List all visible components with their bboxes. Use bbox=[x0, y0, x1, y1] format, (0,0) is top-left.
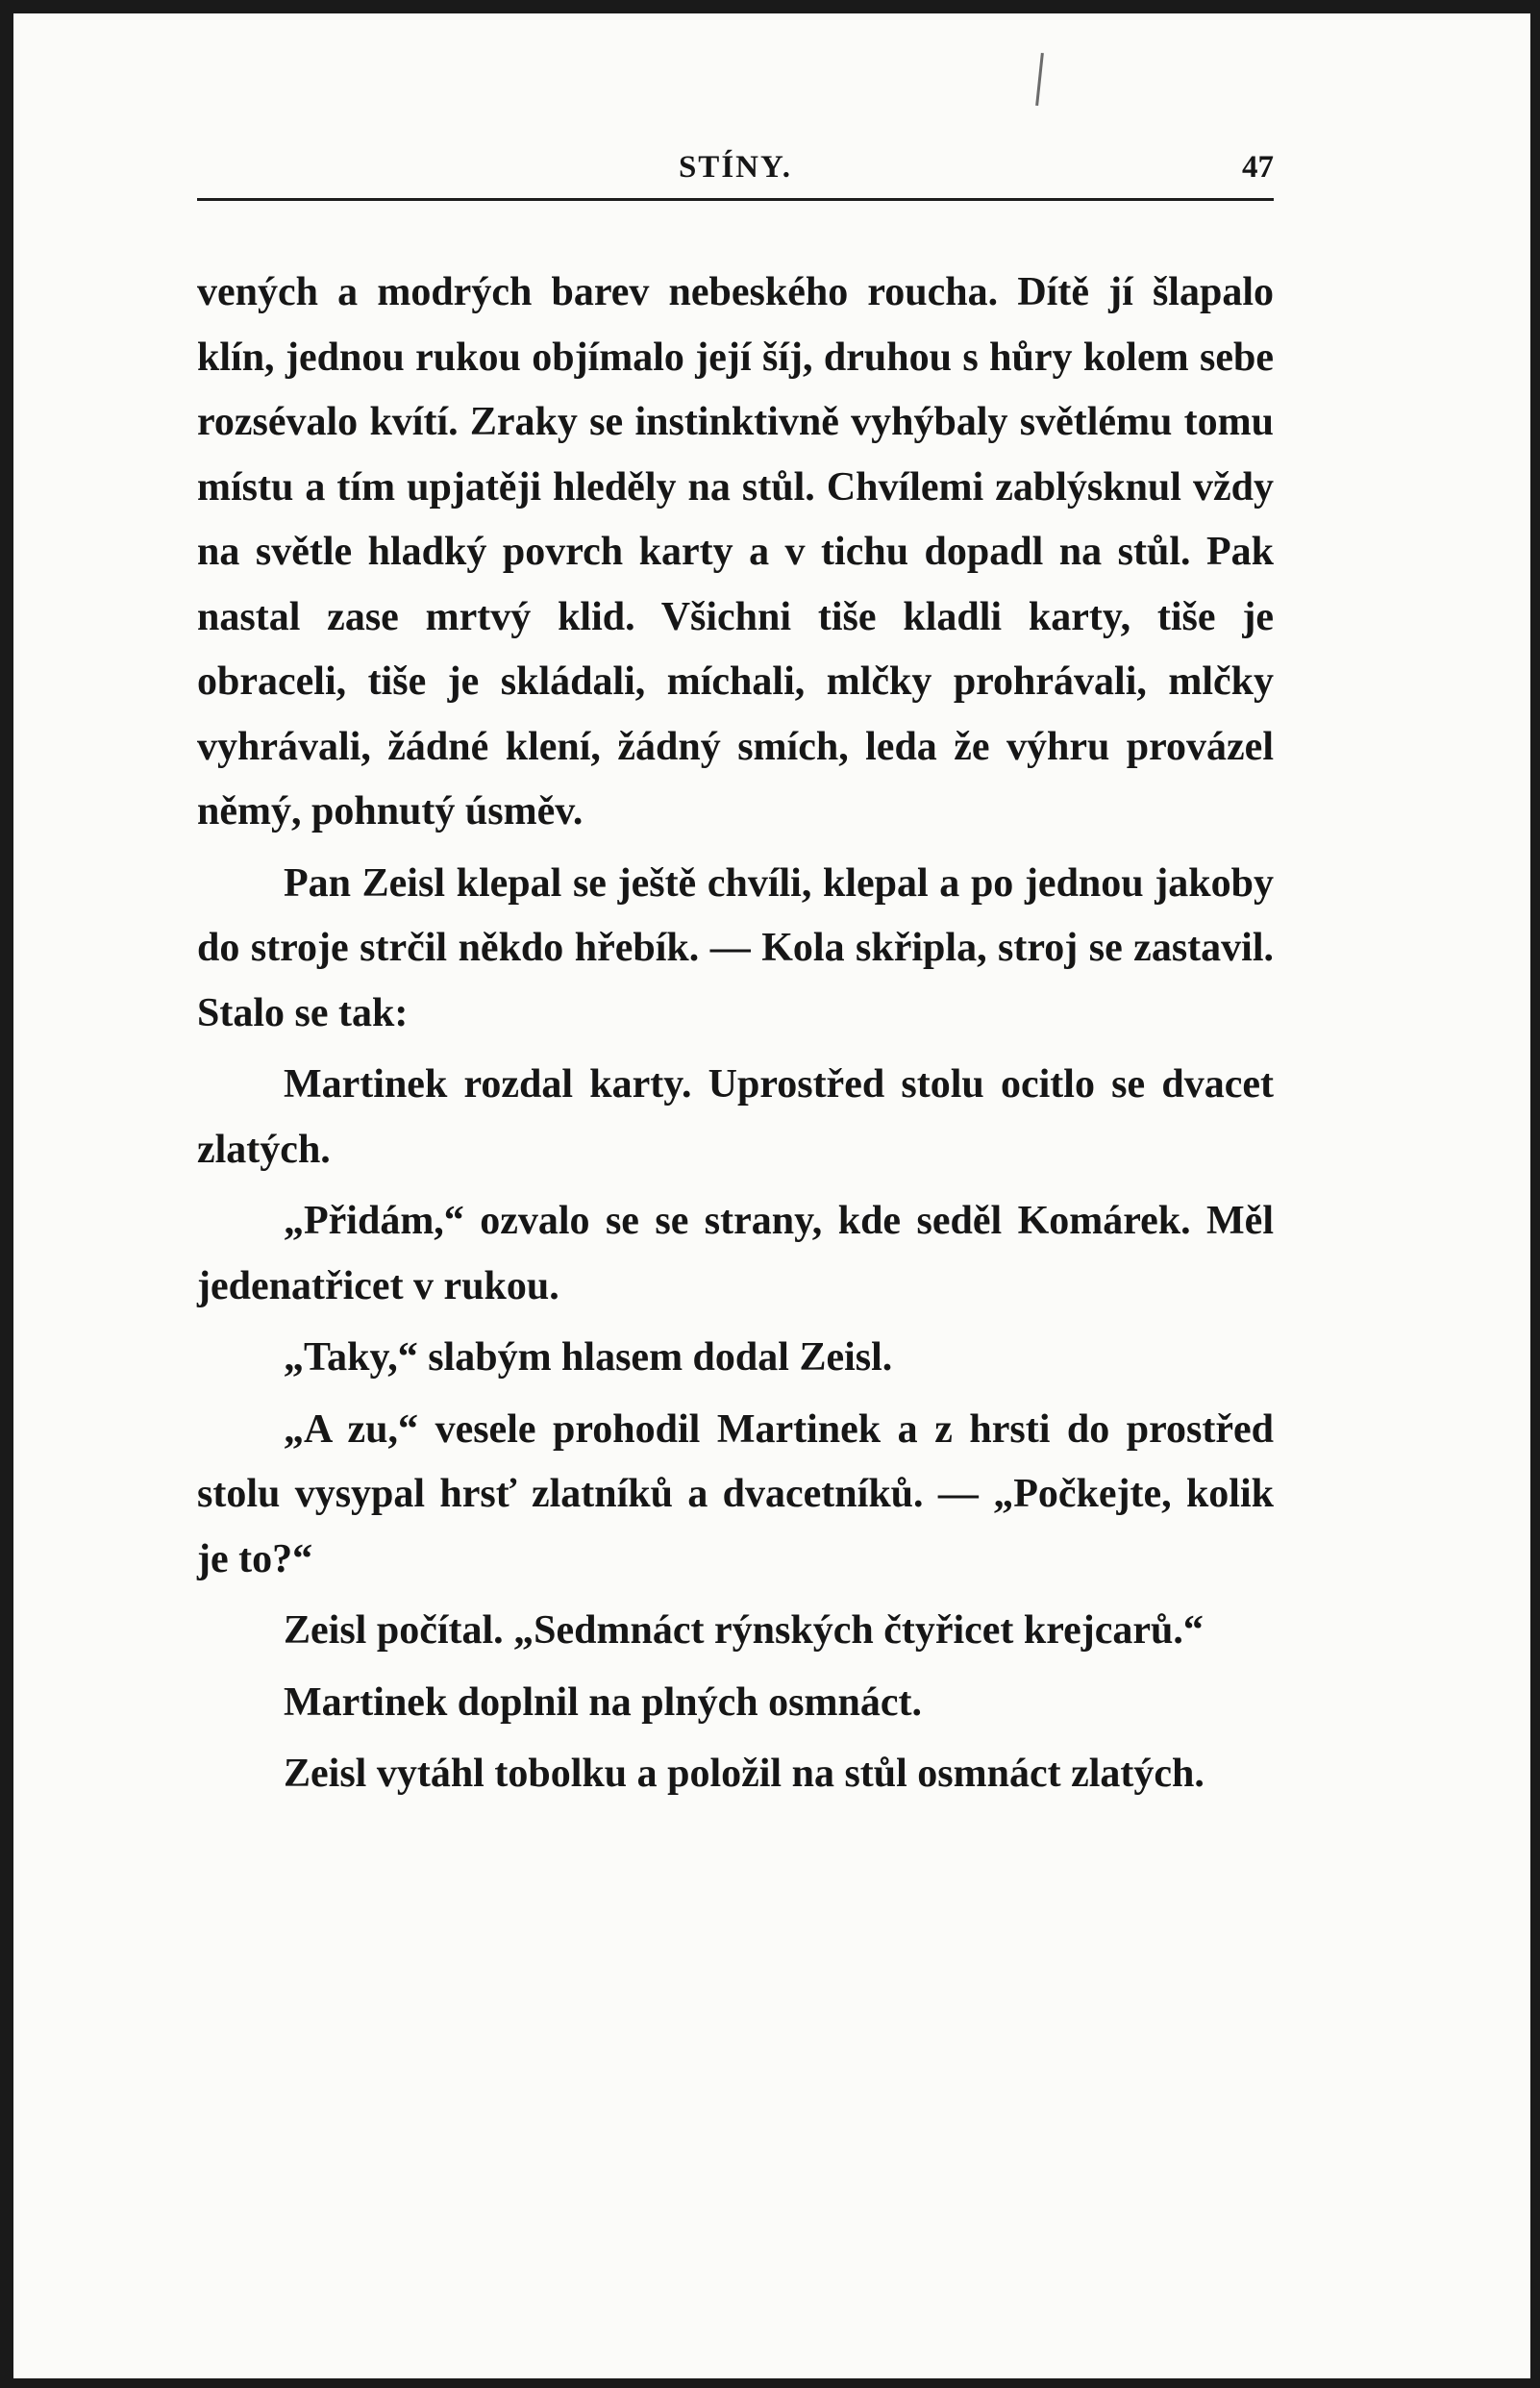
paragraph: Zeisl vytáhl tobolku a položil na stůl osmnáct zlatých. bbox=[284, 1752, 1205, 1796]
paragraph: Martinek doplnil na plných osmnáct. bbox=[284, 1679, 922, 1725]
paragraph: Pan Zeisl klepal se ještě chvíli, klepal a po jednou jakoby do stroje strčil někdo hřebík. — Kola skřipla, stroj se zastavil. Stalo se tak: bbox=[197, 860, 1274, 1035]
book-page bbox=[197, 144, 1274, 2346]
paragraph: Zeisl počítal. „Sedmnáct rýnských čtyřicet krejcarů.“ bbox=[284, 1608, 1204, 1653]
paragraph: „Přidám,“ ozvalo se se strany, kde seděl Komárek. Měl jedenatřicet v rukou. bbox=[197, 1199, 1274, 1308]
body-text bbox=[197, 261, 1274, 1807]
running-header bbox=[197, 144, 1274, 201]
paragraph: Martinek rozdal karty. Uprostřed stolu ocitlo se dvacet zlatých. bbox=[197, 1062, 1274, 1172]
paragraph: vených a modrých barev nebeského roucha. Dítě jí šlapalo klín, jednou rukou objímalo její šíj, druhou s hůry kolem sebe rozsévalo kvítí. Zraky se instinktivně vyhýbaly světlému tomu místu a tím upjatěji hleděly na stůl. Chvílemi zablýsknul vždy na světle hladký povrch karty a v tichu dopadl na stůl. Pak nastal zase mrtvý klid. Všichni tiše kladli karty, tiše je obraceli, tiše je skládali, míchali, mlčky prohrávali, mlčky vyhrávali, žádné klení, žádný smích, leda že výhru provázel němý, pohnutý úsměv. bbox=[197, 270, 1274, 833]
page-number: 47 bbox=[1242, 150, 1274, 185]
paragraph: „A zu,“ vesele prohodil Martinek a z hrsti do prostřed stolu vysypal hrsť zlatníků a dvacetníků. — „Počkejte, kolik je to?“ bbox=[197, 1406, 1274, 1581]
running-title: STÍNY. bbox=[678, 150, 793, 185]
paragraph: „Taky,“ slabým hlasem dodal Zeisl. bbox=[284, 1335, 893, 1380]
